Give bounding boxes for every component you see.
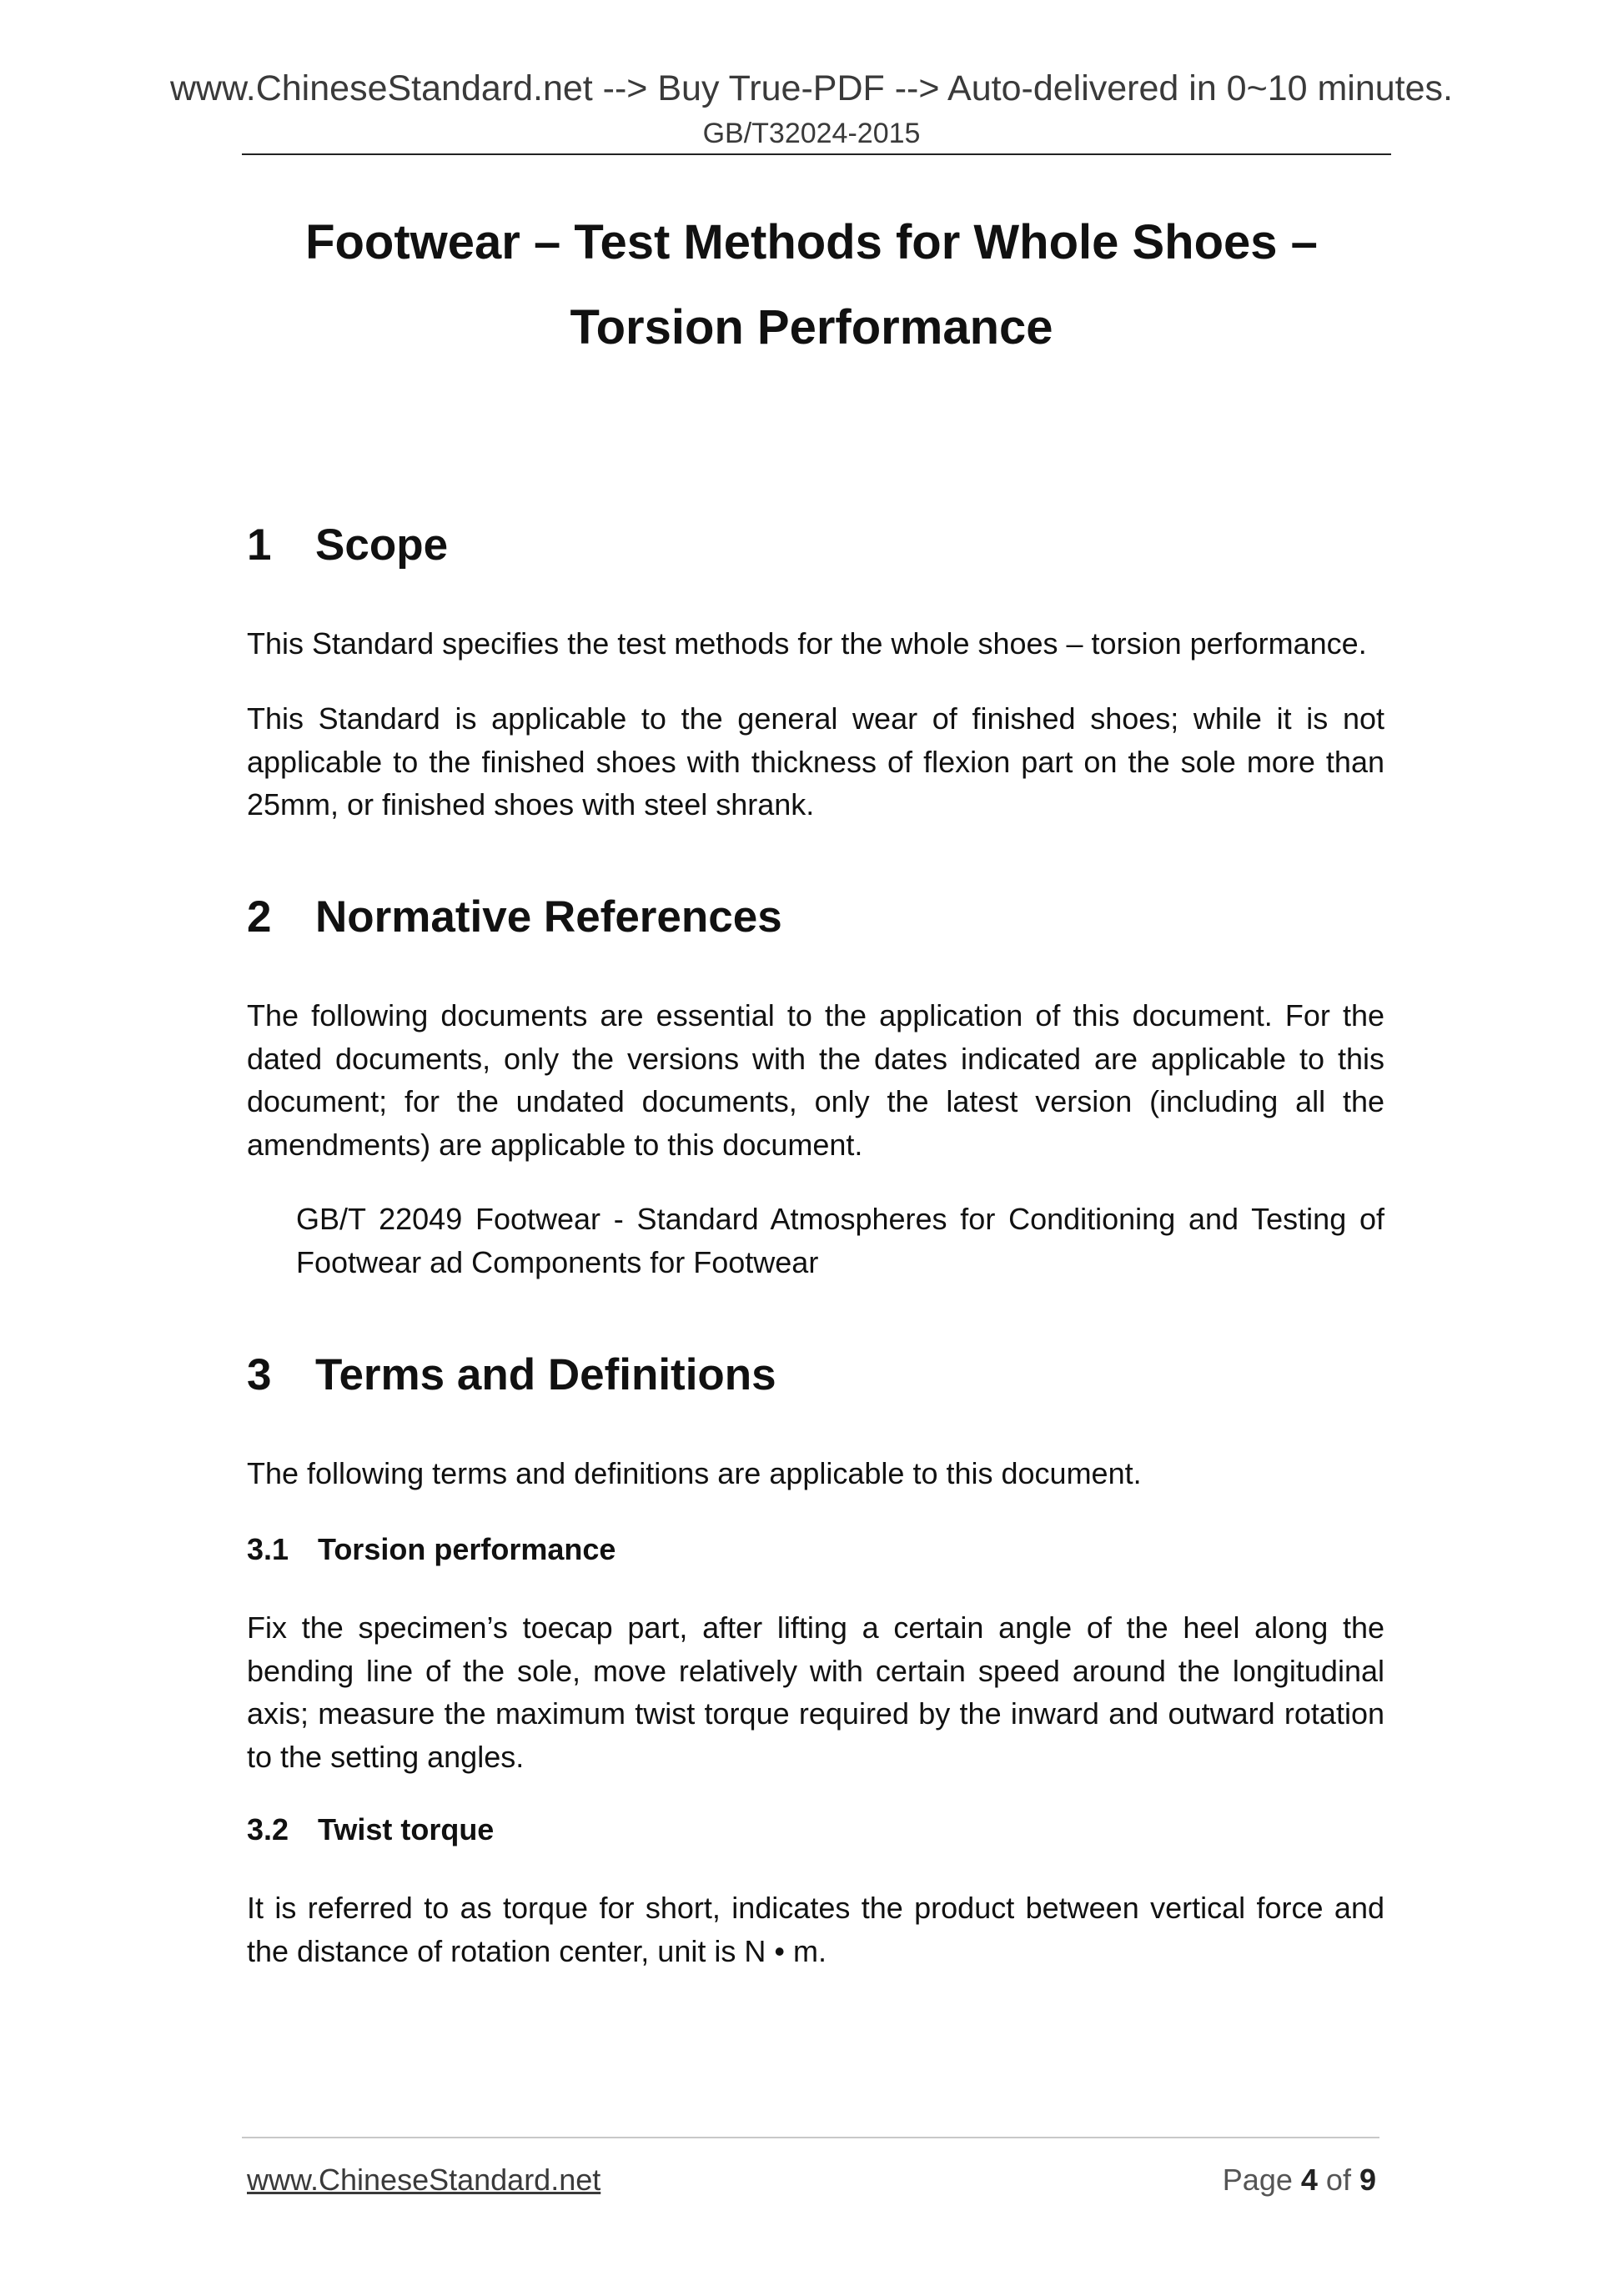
section-1-heading — [247, 519, 448, 572]
page-of: of — [1325, 2163, 1351, 2197]
term-number: 3.2 — [247, 1812, 289, 1846]
section-number: 2 — [247, 892, 272, 942]
document-title-line-1: Footwear – Test Methods for Whole Shoes – — [305, 215, 1318, 269]
term-3-1-definition: Fix the specimen’s toecap part, after lifting a certain angle of the heel along the bending line of the sole, move relatively with certain speed around the longitudinal axis; measure the maximum twist torque required by the inward and outward rotation to the setting angles. — [247, 1610, 1384, 1774]
scope-paragraph-2: This Standard is applicable to the general wear of finished shoes; while it is not applicable to the finished shoes with thickness of flexion part on the sole more than 25mm, or finished shoes with steel shrank. — [247, 701, 1384, 821]
scope-paragraph-1: This Standard specifies the test methods for the whole shoes – torsion performance. — [247, 626, 1367, 661]
standard-code: GB/T32024-2015 — [702, 118, 921, 149]
terms-paragraph: The following terms and definitions are applicable to this document. — [247, 1456, 1142, 1490]
term-title: Torsion performance — [318, 1532, 616, 1566]
term-3-1-heading — [247, 1531, 616, 1568]
section-3-heading — [247, 1349, 776, 1402]
page-indicator — [1223, 2162, 1376, 2198]
term-3-2-heading — [247, 1811, 494, 1848]
section-title: Scope — [315, 520, 449, 570]
section-number: 3 — [247, 1350, 272, 1399]
footer-site-link[interactable]: www.ChineseStandard.net — [247, 2163, 601, 2197]
term-3-2-definition: It is referred to as torque for short, indicates the product between vertical force and the distance of rotation center, unit is N • m. — [247, 1891, 1384, 1968]
term-title: Twist torque — [318, 1812, 495, 1846]
document-title — [0, 200, 1623, 370]
page-total: 9 — [1359, 2163, 1376, 2197]
document-title-line-2: Torsion Performance — [570, 300, 1053, 354]
section-number: 1 — [247, 520, 272, 570]
page-prefix: Page — [1222, 2163, 1293, 2197]
header-divider — [242, 153, 1391, 155]
section-title: Normative References — [315, 892, 782, 942]
section-2-heading — [247, 891, 782, 944]
references-paragraph: The following documents are essential to the application of this document. For the dated documents, only the versions with the dates indicated are applicable to this document; for the undated documents, only the latest version (including all the amendments) are applicable to this document. — [247, 998, 1384, 1162]
term-number: 3.1 — [247, 1532, 289, 1566]
reference-item: GB/T 22049 Footwear - Standard Atmospheres for Conditioning and Testing of Footwear ad Components for Footwear — [296, 1202, 1384, 1279]
section-title: Terms and Definitions — [315, 1350, 776, 1399]
page-current: 4 — [1300, 2163, 1318, 2197]
footer-divider — [242, 2137, 1379, 2138]
header-banner: www.ChineseStandard.net --> Buy True-PDF --> Auto-delivered in 0~10 minutes. — [169, 68, 1453, 108]
